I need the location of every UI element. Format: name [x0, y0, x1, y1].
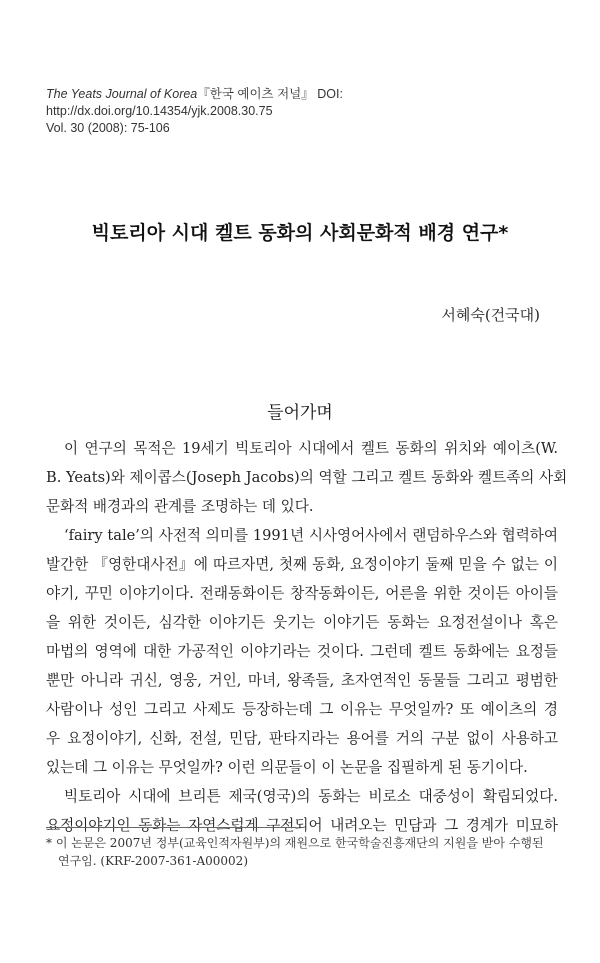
body-text [46, 434, 568, 840]
doi-link[interactable]: DOI: http://dx.doi.org/10.14354/yjk.2008.30.75 [46, 87, 343, 118]
paragraph-line: 빅토리아 시대에 브리튼 제국(영국)의 동화는 비로소 대중성이 확립되었다. [64, 788, 558, 805]
journal-citation-line [46, 86, 566, 120]
paragraph-line: 발간한 『영한대사전』에 따르자면, 첫째 동화, 요정이야기 둘째 믿을 수 없는 이 [46, 556, 558, 573]
paper-title: 빅토리아 시대 켈트 동화의 사회문화적 배경 연구* [91, 222, 509, 244]
footnote-divider [46, 827, 296, 828]
paragraph-line: B. Yeats)와 제이콥스(Joseph Jacobs)의 역할 그리고 켈트 동화와 켈트족의 사회 [46, 469, 568, 486]
paragraph-line: 뿐만 아니라 귀신, 영웅, 거인, 마녀, 왕족들, 초자연적인 동물들 그리고 평범한 [46, 672, 558, 689]
footnote-line: 연구임. (KRF-2007-361-A00002) [58, 854, 249, 868]
footnote [46, 834, 558, 870]
section-heading: 들어가며 [267, 403, 333, 423]
author-affiliation: 서혜숙(건국대) [441, 306, 540, 324]
journal-korean-name: 『한국 예이츠 저널』 [197, 87, 314, 101]
paragraph-line: 을 위한 것이든, 심각한 이야기든 웃기는 이야기든 동화는 요정전설이나 혹은 [46, 614, 558, 631]
volume-line: Vol. 30 (2008): 75-106 [46, 121, 170, 135]
paragraph-line: 사람이나 성인 그리고 사제도 등장하는데 그 이유는 무엇일까? 또 예이츠의 경 [46, 701, 558, 718]
footnote-line: * 이 논문은 2007년 정부(교육인적자원부)의 재원으로 한국학술진흥재단의 지원을 받아 수행된 [46, 836, 544, 850]
paragraph-line: 야기, 꾸민 이야기이다. 전래동화이든 창작동화이든, 어른을 위한 것이든 아이들 [46, 585, 558, 602]
paragraph-line: 마법의 영역에 대한 가공적인 이야기라는 것이다. 그런데 켈트 동화에는 요정들 [46, 643, 558, 660]
paragraph-line: ‘fairy tale’의 사전적 의미를 1991년 시사영어사에서 랜덤하우스와 협력하여 [64, 527, 558, 544]
paragraph-line: 요정이야기인 동화는 자연스럽게 구전되어 내려오는 민담과 그 경계가 미묘하 [46, 817, 558, 834]
paragraph-line: 문화적 배경과의 관계를 조명하는 데 있다. [46, 498, 314, 515]
journal-name: The Yeats Journal of Korea [46, 87, 198, 101]
paragraph-line: 이 연구의 목적은 19세기 빅토리아 시대에서 켈트 동화의 위치와 예이츠(W. [64, 440, 558, 457]
journal-header [46, 86, 566, 137]
paragraph-line: 있는데 그 이유는 무엇일까? 이런 의문들이 이 논문을 집필하게 된 동기이다. [46, 759, 528, 776]
paragraph-line: 우 요정이야기, 신화, 전설, 민담, 판타지라는 용어를 거의 구분 없이 사용하고 [46, 730, 558, 747]
